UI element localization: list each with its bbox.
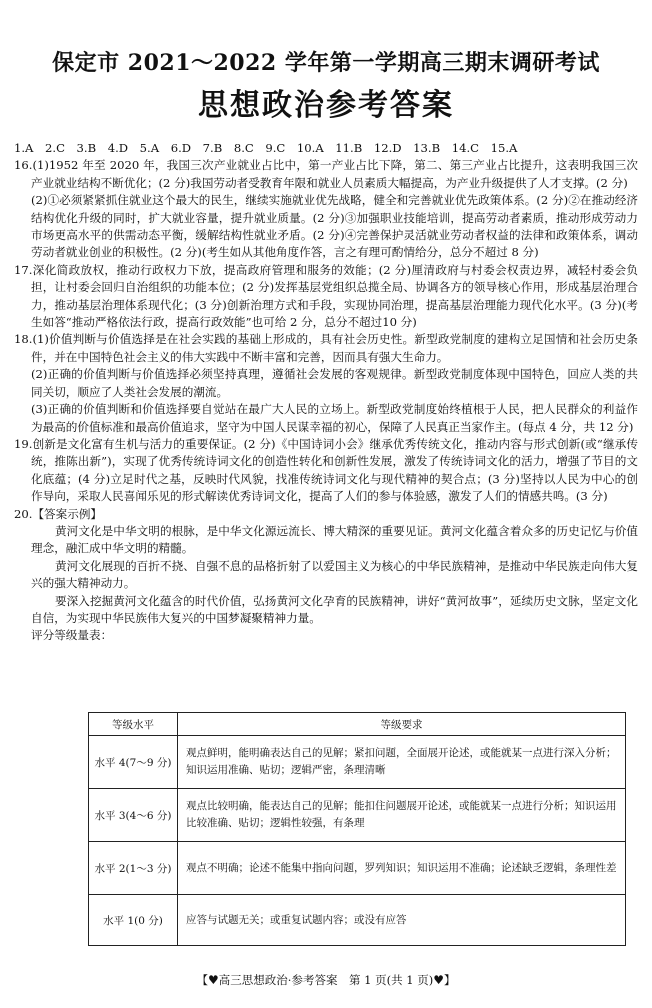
q17-answer: 17.深化简政放权，推动行政权力下放，提高政府管理和服务的效能；(2 分)厘清政府与村委会权责边界，减轻村委会负担，让村委会回归自治组织的功能本位；(2 分)发挥基层党组织总揽全局、协调各方的领导核心作用，形成基层治理合力，推动基层治理体系现代化；(3 分)创新治理方式和手段，实现协同治理，提高基层治理能力现代化水平。(3 分)(考生如答“推动严格依法行政，提高行政效能”也可给 2 分，总分不超过10 分) [14,262,638,330]
table-row [89,895,626,946]
table-row [89,789,626,842]
grade-level-header: 等级水平 [89,713,178,736]
bracket-right: 】 [443,973,456,987]
exam-title: 保定市 2021～2022 学年第一学期高三期末调研考试 [52,50,600,76]
grade-requirement: 应答与试题无关；或重复试题内容；或没有应答 [178,895,626,946]
grade-requirement: 观点不明确；论述不能集中指向问题，罗列知识；知识运用不准确；论述缺乏逻辑，条理性差 [178,842,626,895]
q20-paragraph-2: 黄河文化展现的百折不挠、自强不息的品格折射了以爱国主义为核心的中华民族精神，是推动中华民族走向伟大复兴的强大精神动力。 [31,558,638,591]
table-row [89,736,626,789]
grade-level: 水平 2(1～3 分) [89,842,178,895]
grade-requirement: 观点鲜明，能明确表达自己的见解；紧扣问题，全面展开论述，或能就某一点进行深入分析；知识运用准确、贴切；逻辑严密，条理清晰 [178,736,626,789]
grade-level: 水平 3(4～6 分) [89,789,178,842]
q19-answer: 19.创新是文化富有生机与活力的重要保证。(2 分)《中国诗词小会》继承优秀传统文化，推动内容与形式创新(或“继承传统，推陈出新”)，实现了优秀传统诗词文化的创造性转化和创新性发展，激发了传统诗词文化的活力，增强了节目的文化底蕴；(4 分)立足时代之基，反映时代风貌，找准传统诗词文化与现代精神的契合点；(3 分)坚持以人民为中心的创作导向，采取人民喜闻乐见的形式解读优秀诗词文化，提高了人们的参与体验感，激发了人们的情感共鸣。(3 分) [14,436,638,504]
q20-paragraph-3: 要深入挖掘黄河文化蕴含的时代价值，弘扬黄河文化孕育的民族精神，讲好“黄河故事”，延续历史文脉，坚定文化自信，为实现中华民族伟大复兴的中国梦凝聚精神力量。 [31,593,638,625]
table-row [89,842,626,895]
q18-part1: 18.(1)价值判断与价值选择是在社会实践的基础上形成的，具有社会历史性。新型政党制度的建构立足国情和社会历史条件，并在中国特色社会主义的伟大实践中不断丰富和完善，因而具有强大生命力。 [14,332,638,364]
answer-content [14,140,638,645]
grade-requirement: 观点比较明确，能表达自己的见解；能扣住问题展开论述，或能就某一点进行分析；知识运用比较准确、贴切；逻辑性较强，有条理 [178,789,626,842]
grade-requirement-header: 等级要求 [178,713,626,736]
q18-part2: (2)正确的价值判断与价值选择必须坚持真理，遵循社会发展的客观规律。新型政党制度体现中国特色，回应人类的共同关切，顺应了人类社会发展的潮流。 [31,367,638,399]
choice-answers: 1.A 2.C 3.B 4.D 5.A 6.D 7.B 8.C 9.C 10.A 11.B 12.D 13.B 14.C 15.A [14,141,518,155]
answer-subtitle: 思想政治参考答案 [198,88,454,123]
q18-part3: (3)正确的价值判断和价值选择要自觉站在最广大人民的立场上。新型政党制度始终植根于人民，把人民群众的利益作为最高的价值标准和最高价值追求，坚守为中国人民谋幸福的初心，保障了人民真正当家作主。(每点 4 分，共 12 分) [31,402,638,434]
heart-icon: ♥ [208,973,219,987]
grade-level: 水平 1(0 分) [89,895,178,946]
q20-paragraph-1: 黄河文化是中华文明的根脉，是中华文化源远流长、博大精深的重要见证。黄河文化蕴含着众多的历史记忆与价值理念，融汇成中华文明的精髓。 [31,523,638,556]
footer-text: 高三思想政治·参考答案 第 1 页(共 1 页) [218,973,434,987]
grade-table-label: 评分等级量表： [31,628,113,643]
q16-part1: 16.(1)1952 年至 2020 年，我国三次产业就业占比中，第一产业占比下降，第二、第三产业占比提升，这表明我国三次产业就业结构不断优化；(2 分)我国劳动者受教育年限和就业人员素质大幅提高，为产业升级提供了人才支撑。(2 分) [14,158,638,190]
grade-level: 水平 4(7～9 分) [89,736,178,789]
grade-table-header [89,713,626,736]
bracket-left: 【 [196,973,209,987]
q16-part2: (2)①必须紧紧抓住就业这个最大的民生，继续实施就业优先战略，健全和完善就业优先政策体系。(2 分)②在推动经济结构优化升级的同时，扩大就业容量，提升就业质量。(2 分)③加强职业技能培训，提高劳动者素质，推动形成劳动力市场更高水平的供需动态平衡，缓解结构性就业矛盾。(2 分)④完善保护灵活就业劳动者权益的法律和政策体系，调动劳动者就业创业的积极性。(2 分)(考生如从其他角度作答，言之有理可酌情给分，总分不超过 8 分) [31,193,638,260]
grade-table [88,712,626,946]
heart-icon: ♥ [433,973,444,987]
page-footer [0,972,652,988]
q20-label: 20.【答案示例】 [14,506,103,521]
